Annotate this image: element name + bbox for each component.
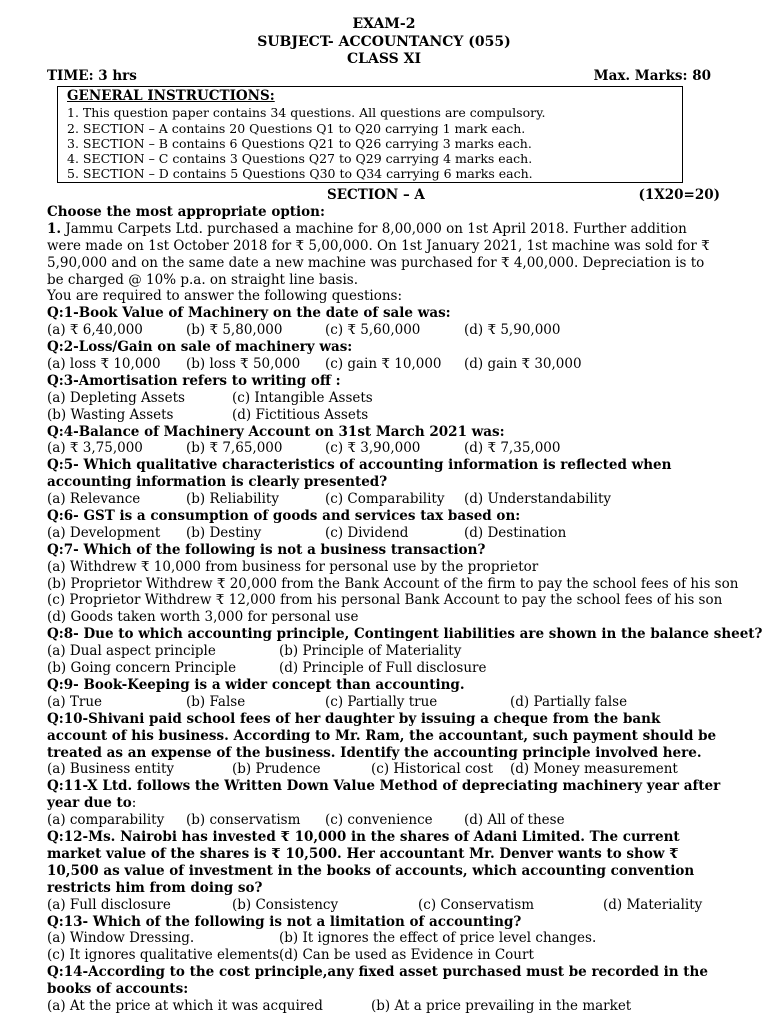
subject-title: SUBJECT- ACCOUNTANCY (055) (257, 34, 511, 50)
class-title: CLASS XI (346, 51, 422, 67)
option: (c) convenience (325, 812, 433, 829)
option: (a) Full disclosure (47, 896, 171, 913)
option: (b) ₹ 5,80,000 (186, 322, 283, 339)
option: (d) Goods taken worth 3,000 for personal use (47, 609, 359, 626)
option: (c) Historical cost (371, 761, 493, 778)
question-body: Q:11-X Ltd. follows the Written Down Value Method of depreciating machinery year after year due to (47, 778, 721, 812)
exam-meta (47, 68, 711, 84)
option: (d) Money measurement (510, 761, 678, 778)
case-body: Jammu Carpets Ltd. purchased a machine for 8,00,000 on 1st April 2018. Further addition were made on 1st October 2018 for ₹ 5,00,000. On 1st January 2021, 1st machine was sold for ₹ 5,90,000 and on the same date a new machine was purchased for ₹ 4,00,000. Depreciation is to be charged @ 10% p.a. on straight line basis. (47, 220, 710, 288)
option: (c) Conservatism (418, 896, 535, 913)
question-text: Q:2-Loss/Gain on sale of machinery was: (47, 339, 353, 356)
question-tail: : (131, 795, 137, 812)
options-row (47, 694, 722, 711)
question-text: Q:10-Shivani paid school fees of her daughter by issuing a cheque from the bank account of his business. According to Mr. Ram, the accountant, such payment should be treated as an expense of the business. Identify the accounting principle involved here. (47, 710, 717, 761)
options-row (47, 812, 722, 829)
option: (d) Can be used as Evidence in Court (279, 947, 534, 964)
option: (b) Going concern Principle (47, 660, 237, 677)
option: (a) Development (47, 524, 161, 541)
options-row (47, 356, 722, 373)
option: (c) It ignores qualitative elements (47, 947, 280, 964)
option: (d) Destination (464, 524, 567, 541)
question-text: Q:14-According to the cost principle,any fixed asset purchased must be recorded in the books of accounts: (47, 964, 708, 998)
instruction-item: 1. This question paper contains 34 questions. All questions are compulsory. (67, 105, 546, 120)
option: (b) Consistency (232, 896, 339, 913)
option: (a) Business entity (47, 761, 175, 778)
instruction-item: 2. SECTION – A contains 20 Questions Q1 to Q20 carrying 1 mark each. (67, 121, 526, 136)
option: (c) Comparability (325, 491, 445, 508)
option: (b) False (186, 693, 246, 710)
question-text: Q:12-Ms. Nairobi has invested ₹ 10,000 in the shares of Adani Limited. The current market value of the shares is ₹ 10,500. Her accountant Mr. Denver wants to show ₹ 10,500 as value of investment in the books of accounts, which accounting convention restricts him from doing so? (47, 829, 695, 896)
option: (a) ₹ 3,75,000 (47, 440, 143, 457)
question-text: Q:4-Balance of Machinery Account on 31st March 2021 was: (47, 423, 505, 440)
case-study-text (47, 221, 722, 289)
option: (d) ₹ 5,90,000 (464, 322, 561, 339)
option: (b) Proprietor Withdrew ₹ 20,000 from the Bank Account of the firm to pay the school fees of his son (47, 575, 739, 592)
option: (b) It ignores the effect of price level changes. (279, 930, 597, 947)
option: (a) Relevance (47, 491, 141, 508)
options-row (47, 930, 722, 947)
question-text: Q:7- Which of the following is not a business transaction? (47, 541, 486, 558)
option: (c) ₹ 5,60,000 (325, 322, 421, 339)
instruction-item: 5. SECTION – D contains 5 Questions Q30 to Q34 carrying 6 marks each. (67, 166, 533, 181)
question-text: Q:5- Which qualitative characteristics of accounting information is reflected when accounting information is clearly presented? (47, 457, 672, 491)
question-text: Q:1-Book Value of Machinery on the date of sale was: (47, 305, 451, 322)
options-row (47, 897, 722, 914)
general-instructions-box (57, 86, 683, 183)
option: (a) comparability (47, 812, 165, 829)
option: (d) All of these (464, 812, 565, 829)
option: (c) gain ₹ 10,000 (325, 355, 442, 372)
question-text: Q:3-Amortisation refers to writing off : (47, 372, 341, 389)
option: (a) True (47, 693, 103, 710)
option: (a) Dual aspect principle (47, 643, 216, 660)
option: (c) Partially true (325, 693, 438, 710)
question-text: Q:6- GST is a consumption of goods and services tax based on: (47, 508, 521, 525)
options-row (47, 947, 722, 964)
option: (d) ₹ 7,35,000 (464, 440, 561, 457)
option: (b) conservatism (186, 812, 301, 829)
option: (c) Intangible Assets (232, 389, 373, 406)
question-text (47, 778, 722, 812)
option: (d) Understandability (464, 491, 612, 508)
option: (b) Wasting Assets (47, 406, 174, 423)
option: (b) Principle of Materiality (279, 643, 462, 660)
option: (c) ₹ 3,90,000 (325, 440, 421, 457)
options-row (47, 322, 722, 339)
options-row (47, 660, 722, 677)
question-text: Q:13- Which of the following is not a limitation of accounting? (47, 913, 522, 930)
option: (c) Proprietor Withdrew ₹ 12,000 from his personal Bank Account to pay the school fees of his son (47, 592, 723, 609)
question-text: Q:8- Due to which accounting principle, Contingent liabilities are shown in the balance sheet? (47, 626, 763, 643)
option: (a) ₹ 6,40,000 (47, 322, 143, 339)
option: (c) Dividend (325, 524, 409, 541)
section-header (47, 187, 722, 204)
option: (d) Fictitious Assets (232, 406, 369, 423)
instruction-item: 4. SECTION – C contains 3 Questions Q27 to Q29 carrying 4 marks each. (67, 151, 533, 166)
options-row (47, 643, 722, 660)
option: (a) At the price at which it was acquired (47, 998, 323, 1015)
option: (b) Prudence (232, 761, 321, 778)
choose-instruction: Choose the most appropriate option: (47, 203, 325, 220)
option: (d) Principle of Full disclosure (279, 660, 487, 677)
option: (d) gain ₹ 30,000 (464, 355, 582, 372)
time-label: TIME: 3 hrs (47, 68, 137, 84)
case-number: 1. (47, 220, 62, 237)
option: (b) loss ₹ 50,000 (186, 355, 301, 372)
section-title: SECTION – A (327, 187, 425, 203)
options-row (47, 390, 722, 407)
option: (a) Window Dressing. (47, 930, 195, 947)
exam-title: EXAM-2 (352, 16, 416, 32)
option: (d) Partially false (510, 693, 628, 710)
option: (b) Reliability (186, 491, 279, 508)
option: (b) ₹ 7,65,000 (186, 440, 283, 457)
option: (a) Depleting Assets (47, 389, 185, 406)
option: (a) loss ₹ 10,000 (47, 355, 161, 372)
question-content (47, 187, 763, 1015)
instruction-item: 3. SECTION – B contains 6 Questions Q21 to Q26 carrying 3 marks each. (67, 136, 532, 151)
instructions-title: GENERAL INSTRUCTIONS: (67, 88, 275, 104)
options-row (47, 407, 722, 424)
case-prompt: You are required to answer the following questions: (47, 288, 402, 305)
option: (a) Withdrew ₹ 10,000 from business for personal use by the proprietor (47, 558, 539, 575)
options-row (47, 761, 722, 778)
option: (d) Materiality (603, 896, 703, 913)
option: (b) Destiny (186, 524, 262, 541)
options-row (47, 440, 722, 457)
option: (b) At a price prevailing in the market (371, 998, 632, 1015)
options-row (47, 525, 722, 542)
max-marks-label: Max. Marks: 80 (593, 68, 711, 84)
question-text: Q:9- Book-Keeping is a wider concept than accounting. (47, 676, 465, 693)
section-marks: (1X20=20) (638, 187, 720, 203)
options-row (47, 998, 722, 1015)
options-row (47, 491, 722, 508)
